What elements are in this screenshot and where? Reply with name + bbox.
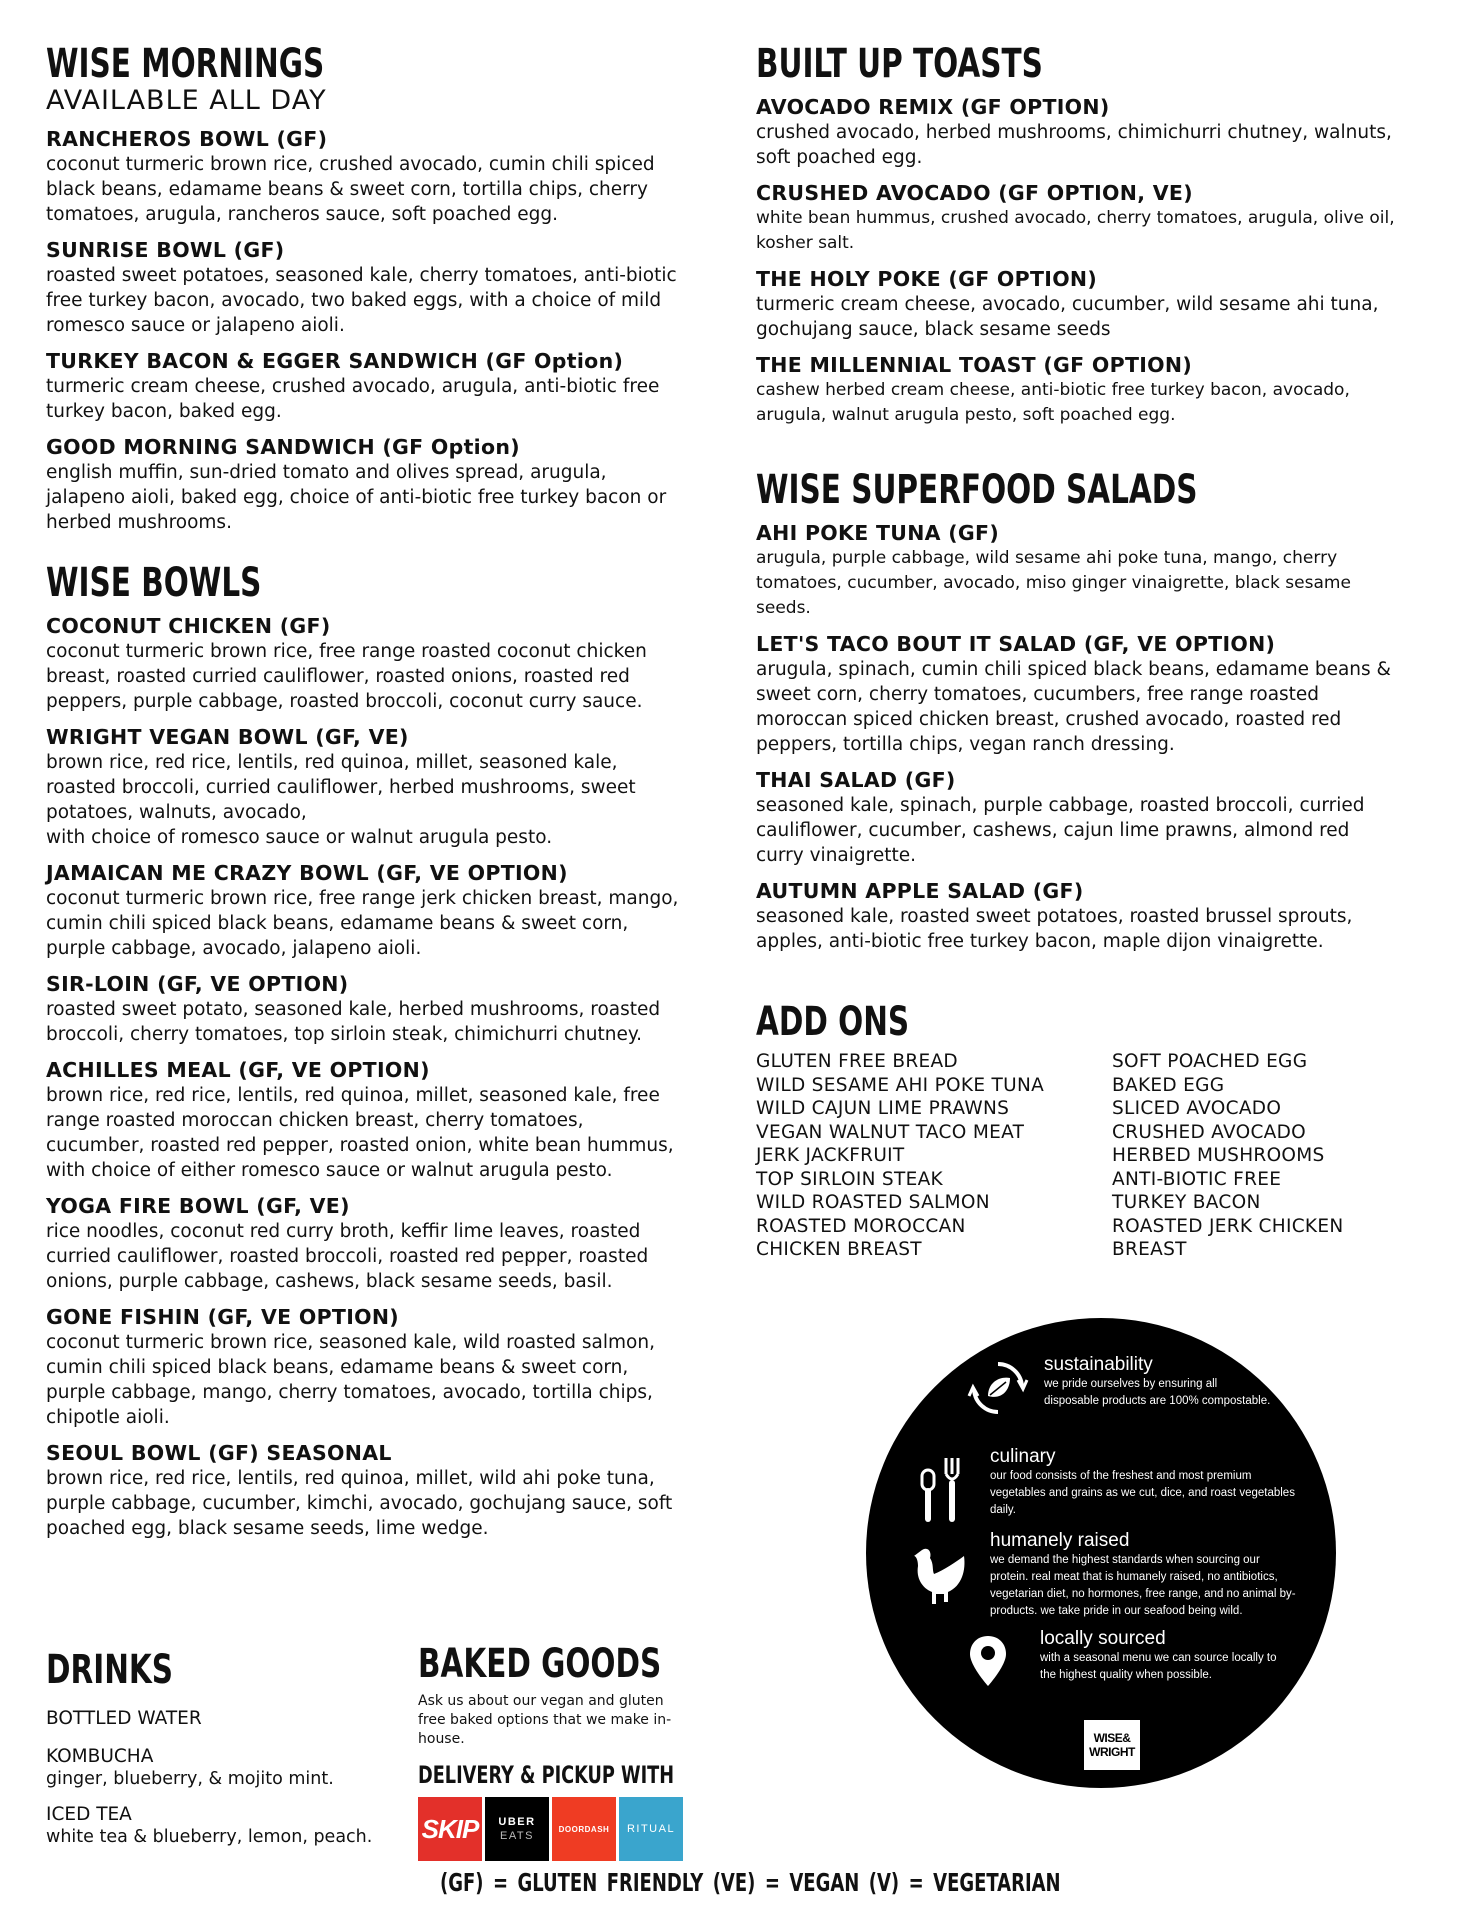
item-desc: brown rice, red rice, lentils, red quinoa, millet, wild ahi poke tuna, purple cabbage, cucumber, kimchi, avocado, gochujang sauce, soft poached egg, black sesame seeds, lime wedge. [46, 1468, 673, 1539]
section-title-drinks: DRINKS [46, 1647, 174, 1693]
add-on-item: SLICED AVOCADO [1112, 1098, 1282, 1119]
item-name: ACHILLES MEAL (GF, VE OPTION) [46, 1058, 430, 1082]
item-desc: white bean hummus, crushed avocado, cherry tomatoes, arugula, olive oil, kosher salt. [756, 208, 1395, 253]
drink-iced-tea-flavors: white tea & blueberry, lemon, peach. [46, 1827, 373, 1847]
item-desc: coconut turmeric brown rice, free range jerk chicken breast, mango, cumin chili spiced black beans, edamame beans & sweet corn, purple cabbage, avocado, jalapeno aioli. [46, 888, 679, 959]
add-on-item: BAKED EGG [1112, 1074, 1225, 1096]
menu-item [46, 237, 686, 338]
add-on-item: JERK JACKFRUIT [756, 1145, 905, 1166]
item-name: GONE FISHIN (GF, VE OPTION) [46, 1305, 399, 1329]
chicken-icon [910, 1544, 970, 1614]
add-ons-column-1 [756, 1050, 1112, 1262]
item-desc: turmeric cream cheese, crushed avocado, arugula, anti-biotic free turkey bacon, baked egg. [46, 376, 660, 422]
uber-logo-label: UBER [498, 1816, 536, 1828]
doordash-logo[interactable] [552, 1797, 616, 1861]
right-column [756, 42, 1396, 1262]
drinks-section [46, 1648, 386, 1848]
section-title-superfood-salads: WISE SUPERFOOD SALADS [756, 467, 1198, 513]
ritual-logo-label: RITUAL [626, 1823, 676, 1835]
item-desc: arugula, spinach, cumin chili spiced black beans, edamame beans & sweet corn, cherry tomatoes, cucumbers, free range roasted moroccan spiced chicken breast, crushed avocado, roasted red peppers, tortilla chips, vegan ranch dressing. [756, 659, 1391, 755]
left-column [46, 42, 686, 1551]
drink-iced-tea: ICED TEA [46, 1804, 132, 1825]
item-name: SIR-LOIN (GF, VE OPTION) [46, 972, 349, 996]
item-name: JAMAICAN ME CRAZY BOWL (GF, VE OPTION) [46, 861, 568, 885]
menu-item [756, 94, 1396, 170]
item-desc: arugula, purple cabbage, wild sesame ahi poke tuna, mango, cherry tomatoes, cucumber, avocado, miso ginger vinaigrette, black sesame seeds. [756, 548, 1351, 618]
menu-item [46, 126, 686, 227]
add-on-item: WILD ROASTED SALMON [756, 1192, 990, 1213]
section-title-built-up-toasts: BUILT UP TOASTS [756, 41, 1043, 87]
item-name: SUNRISE BOWL (GF) [46, 238, 285, 262]
section-title-wise-mornings: WISE MORNINGS [46, 41, 325, 87]
value-culinary [990, 1446, 1300, 1519]
section-title-add-ons: ADD ONS [756, 999, 910, 1045]
add-on-item: ROASTED MOROCCAN [756, 1215, 966, 1237]
drink-kombucha-flavors: ginger, blueberry, & mojito mint. [46, 1769, 334, 1789]
item-desc: coconut turmeric brown rice, free range roasted coconut chicken breast, roasted curried cauliflower, roasted onions, roasted red peppers, purple cabbage, roasted broccoli, coconut curry sauce. [46, 641, 647, 712]
culinary-desc: our food consists of the freshest and most premium vegetables and grains as we cut, dice, and roast vegetables daily. [990, 1470, 1295, 1516]
item-name: RANCHEROS BOWL (GF) [46, 127, 328, 151]
ritual-logo[interactable] [619, 1797, 683, 1861]
add-on-item: TURKEY BACON [1112, 1192, 1261, 1213]
menu-item [756, 520, 1396, 621]
delivery-heading: DELIVERY & PICKUP WITH [418, 1761, 675, 1789]
item-name: AHI POKE TUNA (GF) [756, 521, 1000, 545]
menu-item [46, 860, 686, 961]
add-on-item: HERBED MUSHROOMS [1112, 1145, 1325, 1166]
item-name: CRUSHED AVOCADO (GF OPTION, VE) [756, 181, 1193, 205]
menu-item [756, 878, 1396, 954]
recycle-icon [966, 1356, 1030, 1424]
section-title-wise-bowls: WISE BOWLS [46, 560, 262, 606]
menu-item [46, 1057, 686, 1183]
item-name: AVOCADO REMIX (GF OPTION) [756, 95, 1110, 119]
doordash-logo-label: DOORDASH [558, 1824, 610, 1834]
culinary-heading: culinary [990, 1446, 1056, 1467]
item-desc: coconut turmeric brown rice, seasoned kale, wild roasted salmon, cumin chili spiced black beans, edamame beans & sweet corn, purple cabbage, mango, cherry tomatoes, avocado, tortilla chips, chipotle aioli. [46, 1332, 655, 1428]
item-name: TURKEY BACON & EGGER SANDWICH (GF Option) [46, 349, 624, 373]
menu-item [756, 767, 1396, 868]
item-desc: crushed avocado, herbed mushrooms, chimichurri chutney, walnuts, soft poached egg. [756, 122, 1392, 168]
item-name: WRIGHT VEGAN BOWL (GF, VE) [46, 725, 409, 749]
utensils-icon [916, 1454, 972, 1528]
value-humanely-raised [990, 1530, 1300, 1620]
add-on-item: WILD CAJUN LIME PRAWNS [756, 1098, 1010, 1119]
menu-item [46, 434, 686, 535]
item-desc: brown rice, red rice, lentils, red quinoa, millet, seasoned kale, roasted broccoli, curried cauliflower, herbed mushrooms, sweet potatoes, walnuts, avocado, [46, 752, 636, 823]
item-name: THAI SALAD (GF) [756, 768, 956, 792]
item-desc: turmeric cream cheese, avocado, cucumber, wild sesame ahi tuna, gochujang sauce, black sesame seeds [756, 294, 1379, 340]
item-desc: seasoned kale, spinach, purple cabbage, roasted broccoli, curried cauliflower, cucumber, cashews, cajun lime prawns, almond red curry vinaigrette. [756, 795, 1365, 866]
baked-goods-section [418, 1642, 688, 1861]
item-desc: roasted sweet potatoes, seasoned kale, cherry tomatoes, anti-biotic free turkey bacon, avocado, two baked eggs, with a choice of mild romesco sauce or jalapeno aioli. [46, 265, 677, 336]
add-on-item: WILD SESAME AHI POKE TUNA [756, 1074, 1045, 1096]
item-name: THE MILLENNIAL TOAST (GF OPTION) [756, 353, 1193, 377]
item-desc: cashew herbed cream cheese, anti-biotic free turkey bacon, avocado, arugula, walnut arugula pesto, soft poached egg. [756, 380, 1350, 425]
add-on-item: GLUTEN FREE BREAD [756, 1051, 958, 1072]
menu-item [46, 1304, 686, 1430]
value-locally-sourced [1040, 1628, 1290, 1684]
item-name: AUTUMN APPLE SALAD (GF) [756, 879, 1084, 903]
item-desc: rice noodles, coconut red curry broth, keffir lime leaves, roasted curried cauliflower, roasted broccoli, roasted red pepper, roasted onions, purple cabbage, cashews, black sesame seeds, basil. [46, 1221, 649, 1292]
humanely-raised-desc: we demand the highest standards when sourcing our protein. real meat that is humanely raised, no antibiotics, vegetarian diet, no hormones, free range, and no animal by-products. we take pride in our seafood being wild. [990, 1554, 1296, 1617]
add-on-item: TOP SIRLOIN STEAK [756, 1168, 943, 1190]
add-on-item: CRUSHED AVOCADO [1112, 1121, 1307, 1143]
values-circle [866, 1318, 1336, 1788]
item-name: YOGA FIRE BOWL (GF, VE) [46, 1194, 350, 1218]
add-ons-column-2 [1112, 1050, 1343, 1262]
item-desc: roasted sweet potato, seasoned kale, herbed mushrooms, roasted broccoli, cherry tomatoes, top sirloin steak, chimichurri chutney. [46, 999, 661, 1045]
menu-item [46, 1440, 686, 1541]
add-on-item: SOFT POACHED EGG [1112, 1051, 1308, 1072]
item-name: SEOUL BOWL (GF) SEASONAL [46, 1441, 392, 1465]
item-name: THE HOLY POKE (GF OPTION) [756, 267, 1098, 291]
section-title-baked-goods: BAKED GOODS [418, 1641, 662, 1687]
eats-logo-label: EATS [500, 1830, 534, 1842]
dietary-legend: (GF) = GLUTEN FRIENDLY (VE) = VEGAN (V) = VEGETARIAN [440, 1868, 1061, 1897]
item-desc: coconut turmeric brown rice, crushed avocado, cumin chili spiced black beans, edamame beans & sweet corn, tortilla chips, cherry tomatoes, arugula, rancheros sauce, soft poached egg. [46, 154, 655, 225]
item-name: COCONUT CHICKEN (GF) [46, 614, 331, 638]
menu-item [46, 613, 686, 714]
delivery-logos [418, 1797, 688, 1861]
item-desc: seasoned kale, roasted sweet potatoes, roasted brussel sprouts, apples, anti-biotic free turkey bacon, maple dijon vinaigrette. [756, 906, 1353, 952]
add-on-item: ANTI-BIOTIC FREE [1112, 1168, 1282, 1190]
menu-item [756, 631, 1396, 757]
section-subtitle: AVAILABLE ALL DAY [46, 85, 327, 116]
locally-sourced-desc: with a seasonal menu we can source locally to the highest quality when possible. [1040, 1652, 1277, 1681]
add-on-item: ROASTED JERK CHICKEN [1112, 1215, 1344, 1237]
menu-item [46, 348, 686, 424]
drink-water: BOTTLED WATER [46, 1708, 202, 1729]
skip-logo[interactable] [418, 1797, 482, 1861]
menu-item [756, 180, 1396, 256]
item-desc: english muffin, sun-dried tomato and olives spread, arugula, jalapeno aioli, baked egg, choice of anti-biotic free turkey bacon or herbed mushrooms. [46, 462, 667, 533]
add-on-item: BREAST [1112, 1239, 1187, 1260]
add-ons-list [756, 1050, 1396, 1262]
menu-item [756, 352, 1396, 428]
item-desc: brown rice, red rice, lentils, red quinoa, millet, seasoned kale, free range roasted moroccan chicken breast, cherry tomatoes, cucumber, roasted red pepper, roasted onion, white bean hummus, with choice of either romesco sauce or walnut arugula pesto. [46, 1085, 674, 1181]
sustainability-heading: sustainability [1044, 1354, 1153, 1375]
menu-item [46, 971, 686, 1047]
add-on-item: VEGAN WALNUT TACO MEAT [756, 1121, 1025, 1143]
item-name: LET'S TACO BOUT IT SALAD (GF, VE OPTION) [756, 632, 1276, 656]
wise-wright-logo: WISE& WRIGHT [1084, 1720, 1140, 1770]
item-desc: with choice of romesco sauce or walnut arugula pesto. [46, 827, 553, 848]
menu-item [46, 1193, 686, 1294]
value-sustainability [1044, 1354, 1274, 1410]
skip-logo-label: SKIP [421, 1813, 479, 1844]
menu-item [756, 266, 1396, 342]
menu-item [46, 724, 686, 850]
add-on-item: CHICKEN BREAST [756, 1239, 922, 1260]
sustainability-desc: we pride ourselves by ensuring all disposable products are 100% compostable. [1044, 1378, 1271, 1407]
locally-sourced-heading: locally sourced [1040, 1628, 1166, 1649]
drink-kombucha: KOMBUCHA [46, 1746, 154, 1767]
humanely-raised-heading: humanely raised [990, 1530, 1130, 1551]
location-pin-icon [968, 1634, 1008, 1692]
uber-eats-logo[interactable] [485, 1797, 549, 1861]
item-name: GOOD MORNING SANDWICH (GF Option) [46, 435, 520, 459]
baked-goods-desc: Ask us about our vegan and gluten free baked options that we make in-house. [418, 1693, 672, 1747]
